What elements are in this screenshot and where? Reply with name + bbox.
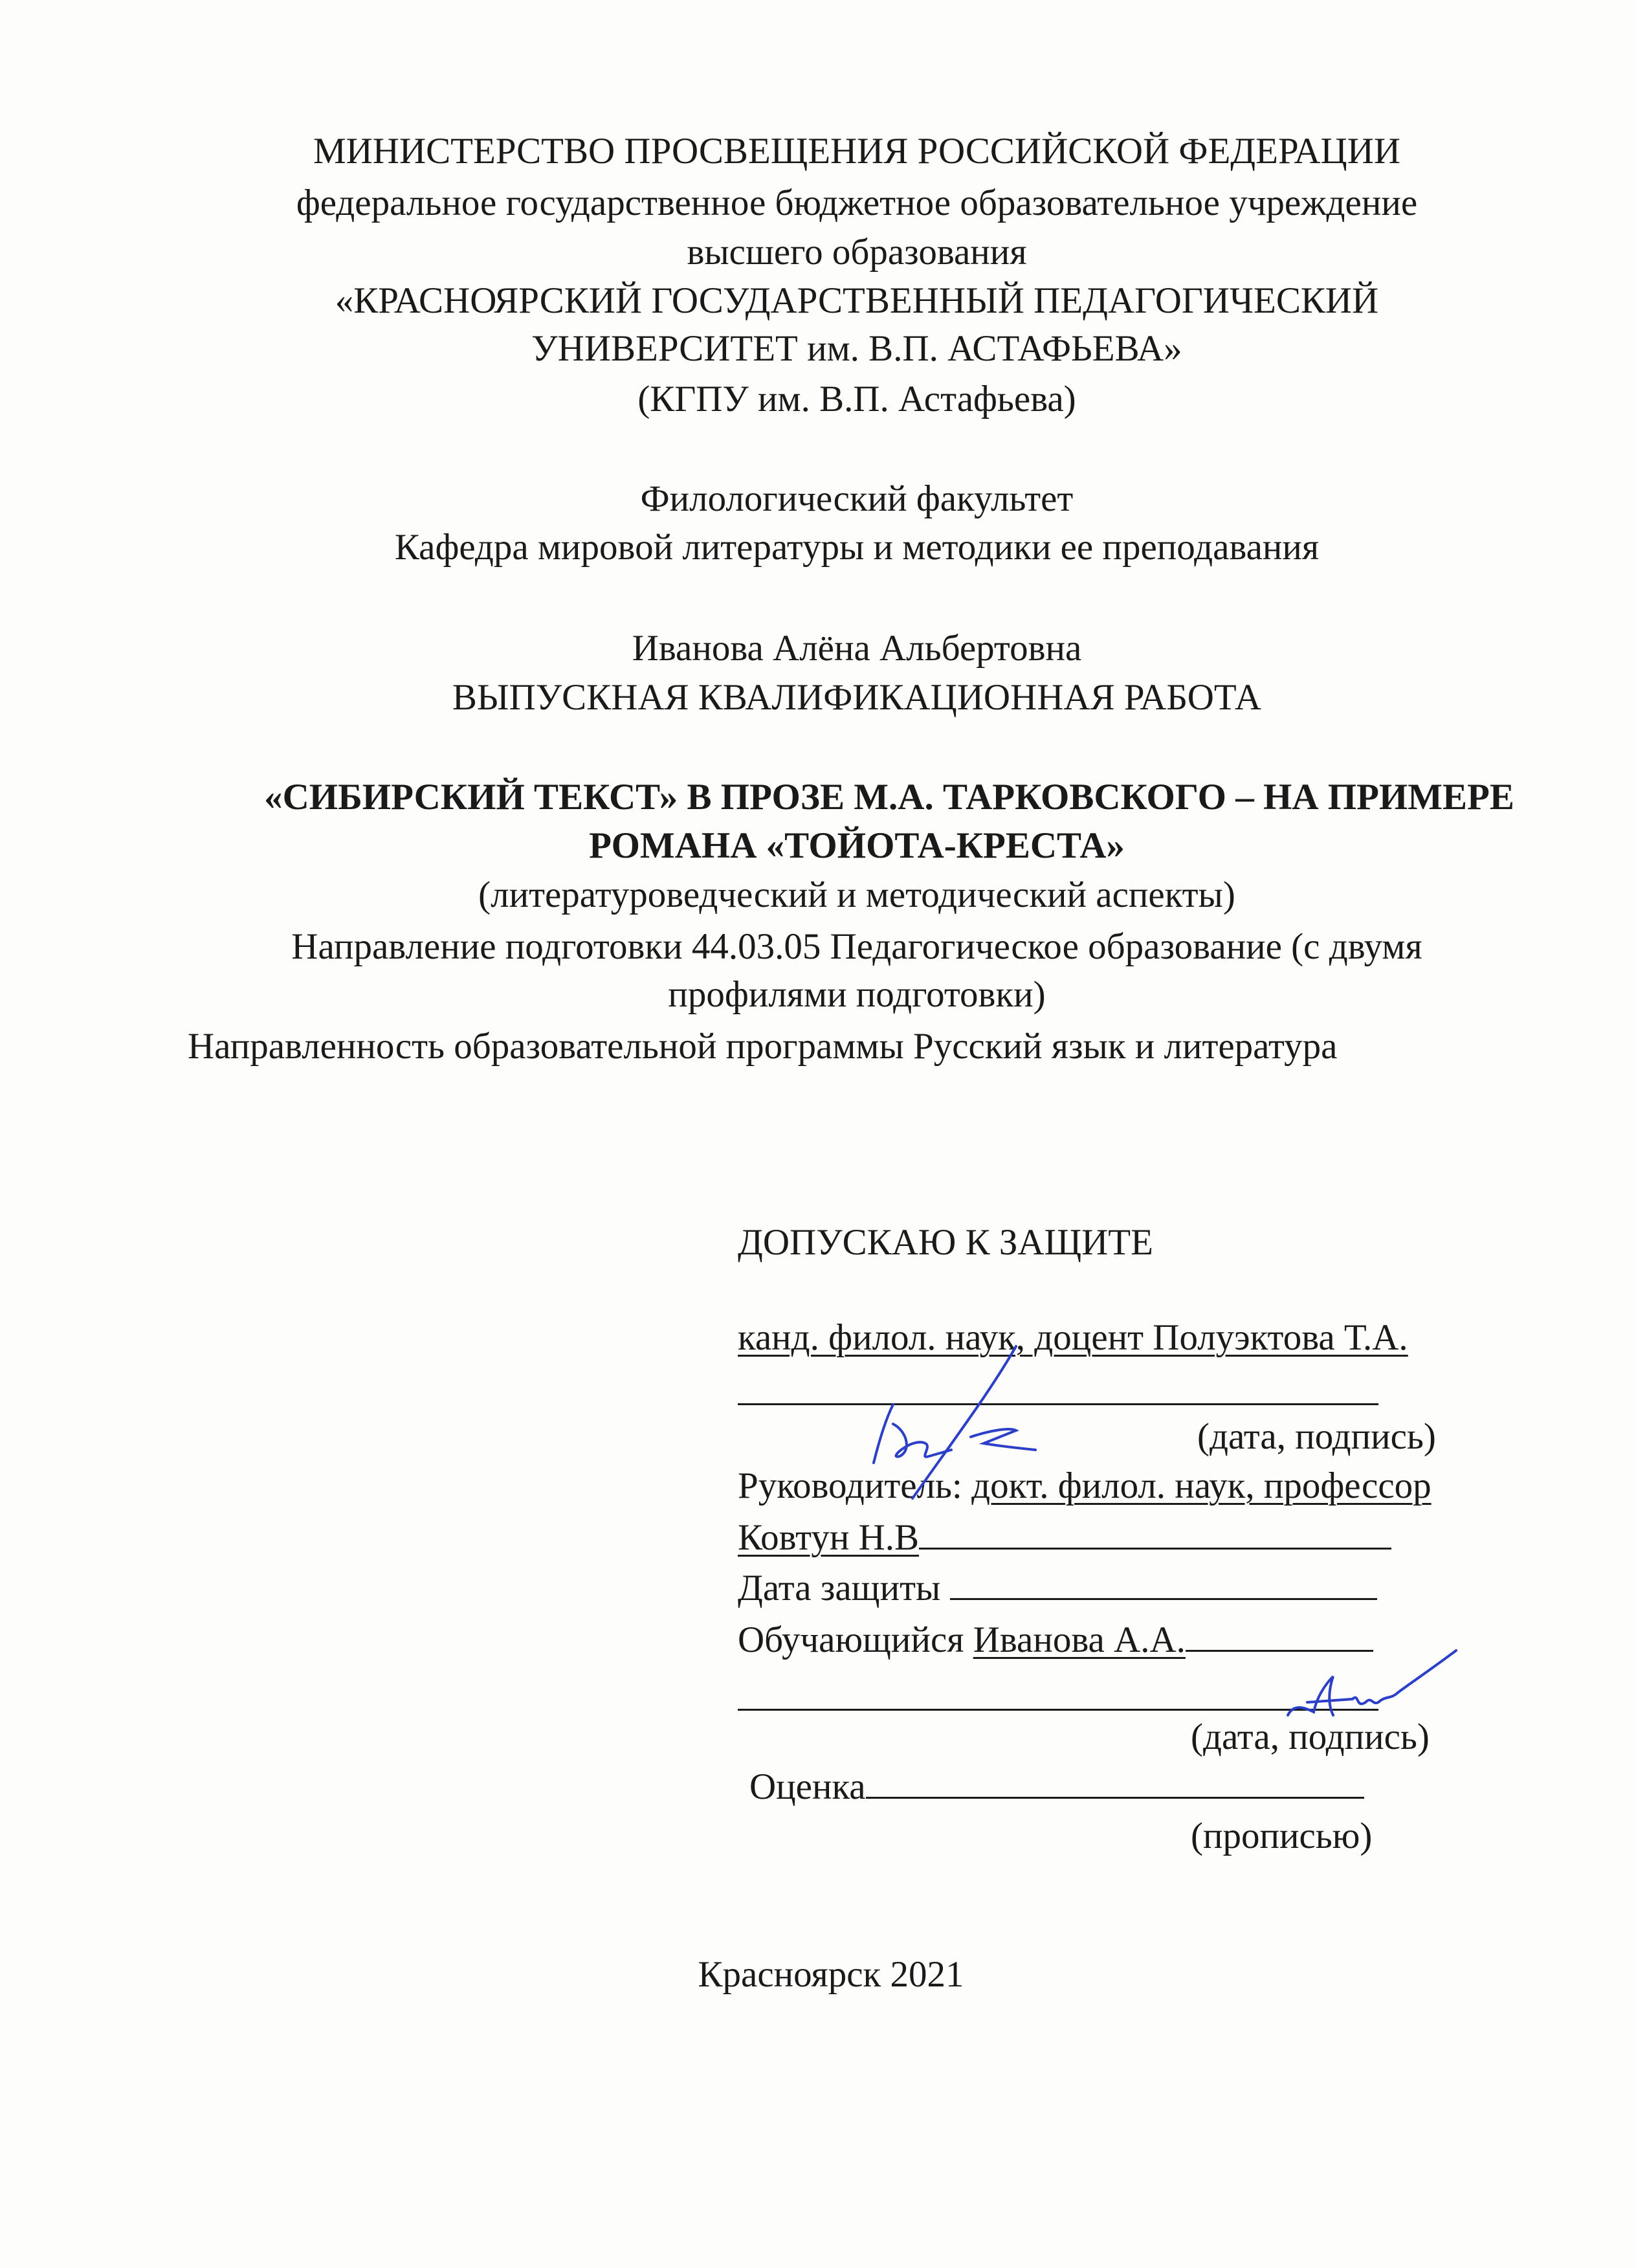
faculty: Филологический факультет — [640, 478, 1074, 519]
grade-line — [866, 1761, 1364, 1799]
supervisor-label: Руководитель: — [738, 1465, 962, 1506]
work-subtitle: (литературоведческий и методический аспекты) — [478, 874, 1235, 915]
author: Иванова Алёна Альбертовна — [632, 628, 1082, 669]
institution-type-2: высшего образования — [687, 232, 1027, 272]
supervisor-name-row — [738, 1511, 1391, 1559]
work-type: ВЫПУСКНАЯ КВАЛИФИКАЦИОННАЯ РАБОТА — [452, 677, 1262, 718]
student-row — [738, 1614, 1373, 1662]
program: Направленность образовательной программы Русский язык и литература — [188, 1026, 1338, 1067]
supervisor-title: докт. филол. наук, профессор — [971, 1465, 1432, 1506]
defense-date-line — [950, 1562, 1377, 1600]
university-short: (КГПУ им. В.П. Астафьева) — [637, 379, 1076, 419]
ministry: МИНИСТЕРСТВО ПРОСВЕЩЕНИЯ РОССИЙСКОЙ ФЕДЕРАЦИИ — [313, 131, 1401, 172]
date-signature-hint: (дата, подпись) — [1197, 1416, 1436, 1457]
supervisor-signature-line — [919, 1511, 1391, 1550]
grade-row — [749, 1761, 1364, 1808]
city-year: Красноярск 2021 — [698, 1954, 964, 1995]
head-of-department: канд. филол. наук, доцент Полуэктова Т.А. — [738, 1317, 1408, 1358]
department: Кафедра мировой литературы и методики ее преподавания — [394, 527, 1320, 568]
student-label: Обучающийся — [738, 1619, 964, 1660]
defense-date-label: Дата защиты — [738, 1568, 941, 1608]
approval-heading: ДОПУСКАЮ К ЗАЩИТЕ — [738, 1222, 1153, 1263]
student-signature — [1281, 1618, 1476, 1722]
date-signature-hint-2: (дата, подпись) — [1191, 1717, 1430, 1757]
supervisor-signature — [841, 1340, 1100, 1508]
direction-2: профилями подготовки) — [668, 974, 1046, 1015]
direction: Направление подготовки 44.03.05 Педагогическое образование (с двумя — [291, 926, 1422, 967]
university-name-2: УНИВЕРСИТЕТ им. В.П. АСТАФЬЕВА» — [531, 328, 1182, 369]
university-name: «КРАСНОЯРСКИЙ ГОСУДАРСТВЕННЫЙ ПЕДАГОГИЧЕСКИЙ — [335, 280, 1379, 321]
work-title: «СИБИРСКИЙ ТЕКСТ» В ПРОЗЕ М.А. ТАРКОВСКОГО – НА ПРИМЕРЕ — [264, 777, 1514, 817]
institution-type: федеральное государственное бюджетное образовательное учреждение — [296, 183, 1418, 223]
defense-date-row — [738, 1562, 1377, 1610]
grade-label: Оценка — [749, 1766, 866, 1807]
grade-hint: (прописью) — [1191, 1816, 1373, 1856]
student-name: Иванова А.А. — [973, 1619, 1186, 1660]
supervisor-name: Ковтун Н.В — [738, 1517, 920, 1558]
work-title-2: РОМАНА «ТОЙОТА-КРЕСТА» — [589, 825, 1125, 866]
